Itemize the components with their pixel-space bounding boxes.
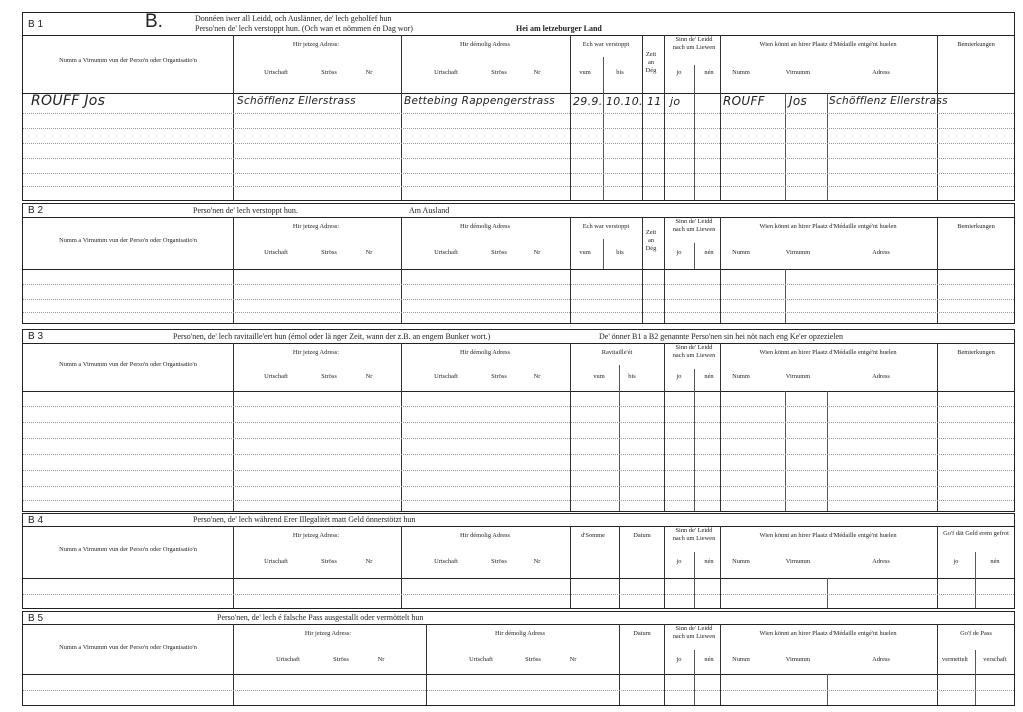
entry-from: 29.9. — [573, 95, 603, 108]
row-line — [23, 143, 1014, 144]
big-letter: B. — [145, 11, 163, 32]
section-b2-titlebar — [23, 204, 1014, 218]
header-remarks: Bemierkungen — [957, 349, 995, 356]
header-passes: Go'f de Pass — [960, 630, 992, 637]
header-no: nén — [704, 69, 714, 76]
header-current-address: Hir jetzeg Adress: — [292, 349, 340, 356]
header-alive: Sinn de' Leidd nach um Liewen — [672, 625, 716, 640]
subdivider — [694, 93, 695, 200]
header-to: bis — [616, 69, 624, 76]
header-place: Urtschaft — [469, 656, 493, 663]
row-line — [23, 486, 1014, 487]
header-address: Adress — [872, 558, 890, 565]
row-line — [23, 186, 1014, 187]
row-line — [23, 113, 1014, 114]
section-extra: Hei am letzeburger Land — [516, 24, 602, 33]
section-b1-titlebar — [23, 13, 1014, 36]
col-divider — [642, 35, 643, 200]
header-former-address: Hir démolig Adress — [459, 349, 511, 356]
row-line — [23, 284, 1014, 285]
header-alive: Sinn de' Leidd nach um Liewen — [672, 36, 716, 51]
section-b1 — [22, 12, 1015, 201]
header-to: bis — [628, 373, 636, 380]
header-address: Adress — [872, 656, 890, 663]
col-divider — [233, 526, 234, 608]
section-b5 — [22, 611, 1015, 706]
header-place: Urtschaft — [264, 69, 288, 76]
header-name: Numm a Virnumm vun der Perso'n oder Organisatio'n — [59, 237, 197, 244]
col-divider — [937, 35, 938, 200]
header-surname: Numm — [732, 69, 750, 76]
section-b3 — [22, 329, 1015, 512]
header-time-days: Zeit an Dég — [645, 229, 657, 252]
col-divider — [937, 217, 938, 323]
col-divider — [570, 526, 571, 608]
entry-medal-surname: ROUFF — [723, 94, 765, 108]
header-no: nén — [704, 373, 714, 380]
header-remarks: Bemierkungen — [957, 223, 995, 230]
subdivider — [694, 650, 695, 674]
row-line — [23, 438, 1014, 439]
header-made: verschaft — [983, 656, 1007, 663]
entry-medal-address: Schöfflenz Ellerstrass — [829, 95, 948, 107]
header-former-address: Hir démolig Adress — [459, 223, 511, 230]
col-divider — [642, 217, 643, 323]
col-divider — [664, 624, 665, 705]
header-nr: Nr — [533, 558, 541, 565]
header-place: Urtschaft — [434, 373, 458, 380]
col-divider — [233, 624, 234, 705]
subdivider — [694, 369, 695, 391]
section-id: B 1 — [28, 19, 44, 30]
row-line — [23, 454, 1014, 455]
section-title: Perso'nen, de' lech während Erer Illegalitét matt Geld önnerstötzt hun — [193, 515, 416, 524]
header-surname: Numm — [732, 249, 750, 256]
subdivider — [603, 93, 604, 200]
header-surname: Numm — [732, 656, 750, 663]
header-street: Ströss — [333, 656, 349, 663]
entry-to: 10.10. — [606, 95, 643, 108]
header-street: Ströss — [491, 69, 507, 76]
col-divider — [401, 526, 402, 608]
header-alive: Sinn de' Leidd nach um Liewen — [672, 218, 716, 233]
header-name: Numm a Virnumm vun der Perso'n oder Organisatio'n — [59, 361, 197, 368]
header-place: Urtschaft — [434, 558, 458, 565]
header-hidden: Ech war verstoppt — [582, 223, 630, 230]
subdivider — [619, 391, 620, 511]
section-id: B 2 — [28, 205, 44, 216]
col-divider — [664, 35, 665, 200]
column-header — [23, 217, 1014, 270]
column-header — [23, 35, 1014, 94]
subdivider — [827, 578, 828, 608]
header-no: nén — [704, 249, 714, 256]
row-line — [23, 594, 1014, 595]
header-money-returned: Go'f dät Geld erem gefrot — [943, 530, 1009, 537]
header-address: Adress — [872, 373, 890, 380]
col-divider — [401, 217, 402, 323]
subdivider — [785, 93, 786, 200]
header-street: Ströss — [491, 249, 507, 256]
col-divider — [720, 624, 721, 705]
subdivider — [827, 391, 828, 511]
col-divider — [233, 217, 234, 323]
header-no: nén — [704, 656, 714, 663]
subdivider — [975, 578, 976, 608]
column-header — [23, 624, 1014, 675]
header-place: Urtschaft — [264, 249, 288, 256]
entry-days: 11 — [647, 95, 662, 108]
section-title: Perso'nen de' lech verstoppt hun. — [193, 206, 298, 215]
column-header — [23, 526, 1014, 579]
col-divider — [619, 526, 620, 608]
row-line — [23, 690, 1014, 691]
header-yes: jo — [676, 69, 682, 76]
subdivider — [694, 578, 695, 608]
section-id: B 5 — [28, 613, 44, 624]
col-divider — [570, 217, 571, 323]
subdivider — [975, 650, 976, 674]
header-name: Numm a Virnumm vun der Perso'n oder Organisatio'n — [59, 644, 197, 651]
header-former-address: Hir démolig Adress — [494, 630, 546, 637]
col-divider — [720, 217, 721, 323]
col-divider — [664, 526, 665, 608]
section-id: B 4 — [28, 515, 44, 526]
header-date: Datum — [633, 630, 651, 637]
col-divider — [664, 217, 665, 323]
row-line — [23, 158, 1014, 159]
row-line — [23, 422, 1014, 423]
header-no: nén — [990, 558, 1000, 565]
header-from: vum — [593, 373, 605, 380]
subdivider — [785, 269, 786, 323]
header-medal: Wien könnt an hirer Plaatz d'Médaille entgé'nt huelen — [759, 630, 897, 637]
header-address: Adress — [872, 249, 890, 256]
header-nr: Nr — [365, 249, 373, 256]
entry-alive: jo — [670, 95, 681, 108]
section-subtitle: Perso'nen de' lech verstoppt hun. (Och wan et nömmen én Dag wor) — [195, 24, 413, 33]
col-divider — [937, 526, 938, 608]
header-yes: jo — [676, 373, 682, 380]
row-line — [23, 312, 1014, 313]
header-surname: Numm — [732, 558, 750, 565]
header-alive: Sinn de' Leidd nach um Liewen — [672, 527, 716, 542]
header-street: Ströss — [525, 656, 541, 663]
header-street: Ströss — [321, 558, 337, 565]
header-address: Adress — [872, 69, 890, 76]
row-line — [23, 128, 1014, 129]
col-divider — [720, 526, 721, 608]
header-place: Urtschaft — [434, 69, 458, 76]
col-divider — [401, 35, 402, 200]
header-date: Datum — [633, 532, 651, 539]
header-yes: jo — [676, 656, 682, 663]
header-street: Ströss — [321, 249, 337, 256]
column-header — [23, 343, 1014, 392]
header-remarks: Bemierkungen — [957, 41, 995, 48]
subdivider — [694, 243, 695, 269]
section-b2 — [22, 203, 1015, 324]
col-divider — [233, 35, 234, 200]
header-place: Urtschaft — [434, 249, 458, 256]
row-line — [23, 299, 1014, 300]
header-alive: Sinn de' Leidd nach um Liewen — [672, 344, 716, 359]
header-from: vum — [579, 69, 591, 76]
col-divider — [570, 35, 571, 200]
header-place: Urtschaft — [276, 656, 300, 663]
section-extra: Am Ausland — [409, 206, 450, 215]
section-b4 — [22, 513, 1015, 609]
header-firstname: Virnumm — [785, 558, 811, 565]
row-line — [23, 173, 1014, 174]
entry-medal-firstname: Jos — [789, 94, 808, 108]
header-street: Ströss — [321, 373, 337, 380]
header-yes: jo — [676, 558, 682, 565]
header-name: Numm a Virnumm vun der Perso'n oder Organisatio'n — [59, 57, 197, 64]
header-medal: Wien könnt an hirer Plaatz d'Médaille entgé'nt huelen — [759, 223, 897, 230]
header-medal: Wien könnt an hirer Plaatz d'Médaille entgé'nt huelen — [759, 349, 897, 356]
col-divider — [937, 624, 938, 705]
header-nr: Nr — [569, 656, 577, 663]
col-divider — [619, 624, 620, 705]
header-issued: vermettelt — [942, 656, 968, 663]
header-nr: Nr — [533, 69, 541, 76]
header-current-address: Hir jetzeg Adress: — [292, 532, 340, 539]
header-nr: Nr — [533, 249, 541, 256]
header-medal: Wien könnt an hirer Plaatz d'Médaille entgé'nt huelen — [759, 532, 897, 539]
subdivider — [785, 391, 786, 511]
section-extra: De' önner B1 a B2 genannte Perso'nen sin hei nöt nach eng Ke'er opzezielen — [599, 332, 844, 341]
header-firstname: Virnumm — [785, 373, 811, 380]
header-sum: d'Somme — [581, 532, 605, 539]
subdivider — [694, 552, 695, 578]
section-title: Perso'nen, de' lech ravitaille'ert hun (émol oder lä nger Zeit, wann der z.B. an engem Bunker wort.) — [173, 332, 491, 341]
header-street: Ströss — [491, 373, 507, 380]
header-current-address: Hir jetzeg Adress: — [292, 41, 340, 48]
header-nr: Nr — [377, 656, 385, 663]
header-time-days: Zeit an Dég — [645, 51, 657, 74]
section-b3-titlebar — [23, 330, 1014, 344]
header-place: Urtschaft — [264, 558, 288, 565]
subdivider — [603, 57, 604, 93]
subdivider — [619, 365, 620, 391]
header-firstname: Virnumm — [785, 249, 811, 256]
header-current-address: Hir jetzeg Adress: — [304, 630, 352, 637]
header-surname: Numm — [732, 373, 750, 380]
header-former-address: Hir démolig Adress — [459, 532, 511, 539]
header-hidden: Ech war verstoppt — [582, 41, 630, 48]
header-nr: Nr — [365, 69, 373, 76]
entry-current-address: Schöfflenz Ellerstrass — [237, 95, 356, 107]
header-supplied: Ravitaille'ét — [601, 349, 633, 356]
section-title: Donnéen iwer all Leidd, och Auslänner, de' lech geholfef hun — [195, 14, 392, 23]
row-line — [23, 470, 1014, 471]
header-name: Numm a Virnumm vun der Perso'n oder Organisatio'n — [59, 546, 197, 553]
header-nr: Nr — [365, 373, 373, 380]
header-yes: jo — [953, 558, 959, 565]
header-to: bis — [616, 249, 624, 256]
row-line — [23, 406, 1014, 407]
col-divider — [426, 624, 427, 705]
subdivider — [975, 552, 976, 578]
subdivider — [694, 65, 695, 93]
header-firstname: Virnumm — [785, 69, 811, 76]
header-firstname: Virnumm — [785, 656, 811, 663]
section-title: Perso'nen, de' lech é falsche Pass ausgestallt oder vermöttelt hun — [217, 613, 424, 622]
header-no: nén — [704, 558, 714, 565]
header-from: vum — [579, 249, 591, 256]
header-current-address: Hir jetzeg Adress: — [292, 223, 340, 230]
row-line — [23, 500, 1014, 501]
header-nr: Nr — [533, 373, 541, 380]
subdivider — [603, 239, 604, 269]
subdivider — [827, 93, 828, 200]
header-place: Urtschaft — [264, 373, 288, 380]
subdivider — [694, 391, 695, 511]
entry-former-address: Bettebing Rappengerstrass — [404, 95, 555, 107]
section-id: B 3 — [28, 331, 44, 342]
header-former-address: Hir démolig Adress — [459, 41, 511, 48]
header-street: Ströss — [491, 558, 507, 565]
header-medal: Wien könnt an hirer Plaatz d'Médaille entgé'nt huelen — [759, 41, 897, 48]
entry-name: ROUFF Jos — [31, 93, 106, 109]
header-nr: Nr — [365, 558, 373, 565]
col-divider — [720, 35, 721, 200]
header-yes: jo — [676, 249, 682, 256]
header-street: Ströss — [321, 69, 337, 76]
